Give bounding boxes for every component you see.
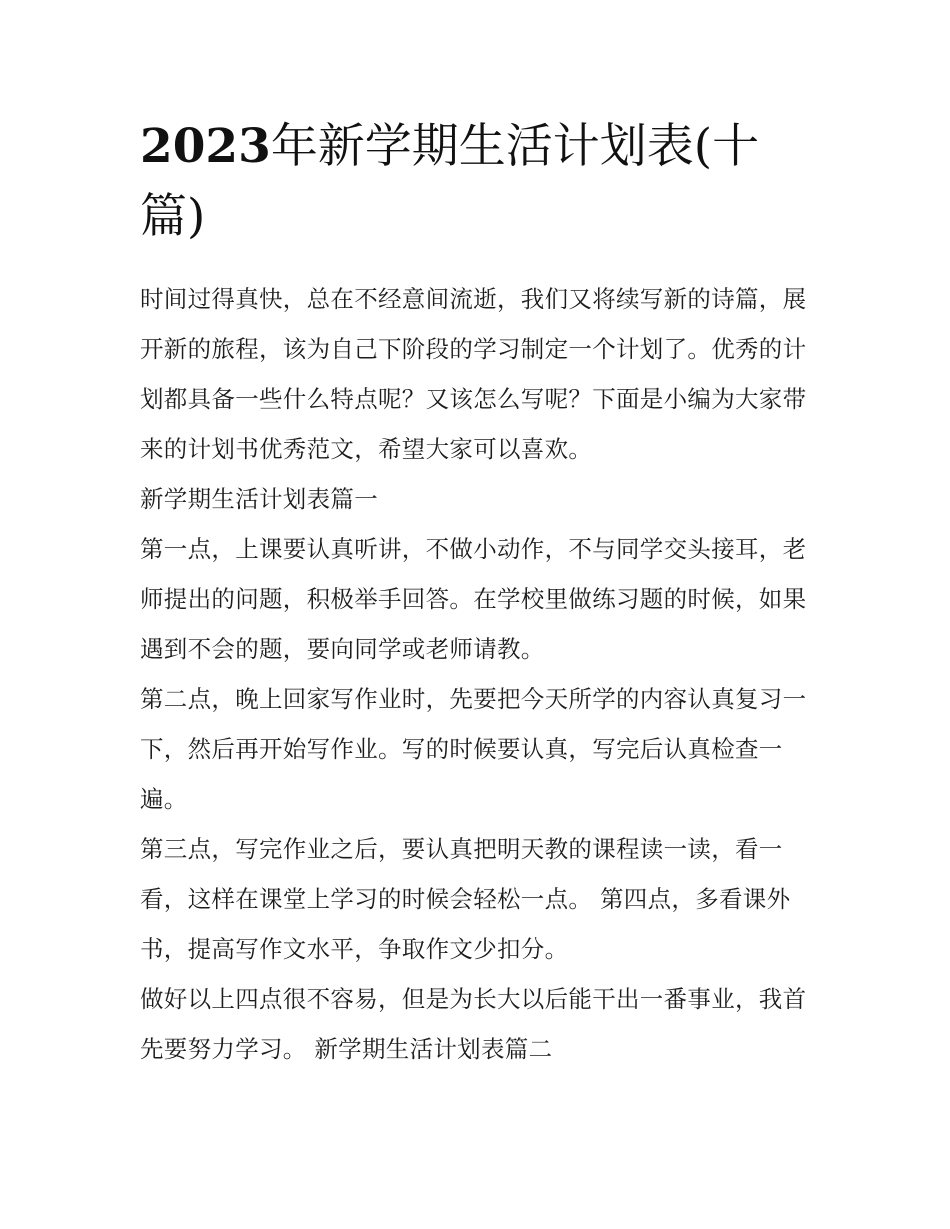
section-heading-1: 新学期生活计划表篇一 (140, 485, 378, 513)
title-text: 年新学期生活计划表(十篇) (140, 119, 760, 244)
intro-paragraph: 时间过得真快，总在不经意间流逝，我们又将续写新的诗篇，展开新的旅程，该为自己下阶段的学习制定一个计划了。优秀的计划都具备一些什么特点呢？又该怎么写呢？下面是小编为大家带来的计划书优秀范文，希望大家可以喜欢。 (140, 285, 807, 463)
point-two-paragraph: 第二点，晚上回家写作业时，先要把今天所学的内容认真复习一下，然后再开始写作业。写的时候要认真，写完后认真检查一遍。 (140, 685, 807, 813)
document-page (140, 112, 820, 1074)
title-year: 2023 (140, 119, 271, 174)
point-three-four-paragraph: 第三点，写完作业之后，要认真把明天教的课程读一读，看一看，这样在课堂上学习的时候会轻松一点。 第四点，多看课外书，提高写作文水平，争取作文少扣分。 (140, 835, 791, 963)
point-one-paragraph: 第一点，上课要认真听讲，不做小动作，不与同学交头接耳，老师提出的问题，积极举手回答。在学校里做练习题的时候，如果遇到不会的题，要向同学或老师请教。 (140, 535, 807, 663)
document-title (140, 112, 820, 252)
closing-paragraph: 做好以上四点很不容易，但是为长大以后能干出一番事业，我首先要努力学习。 新学期生活计划表篇二 (140, 985, 807, 1063)
